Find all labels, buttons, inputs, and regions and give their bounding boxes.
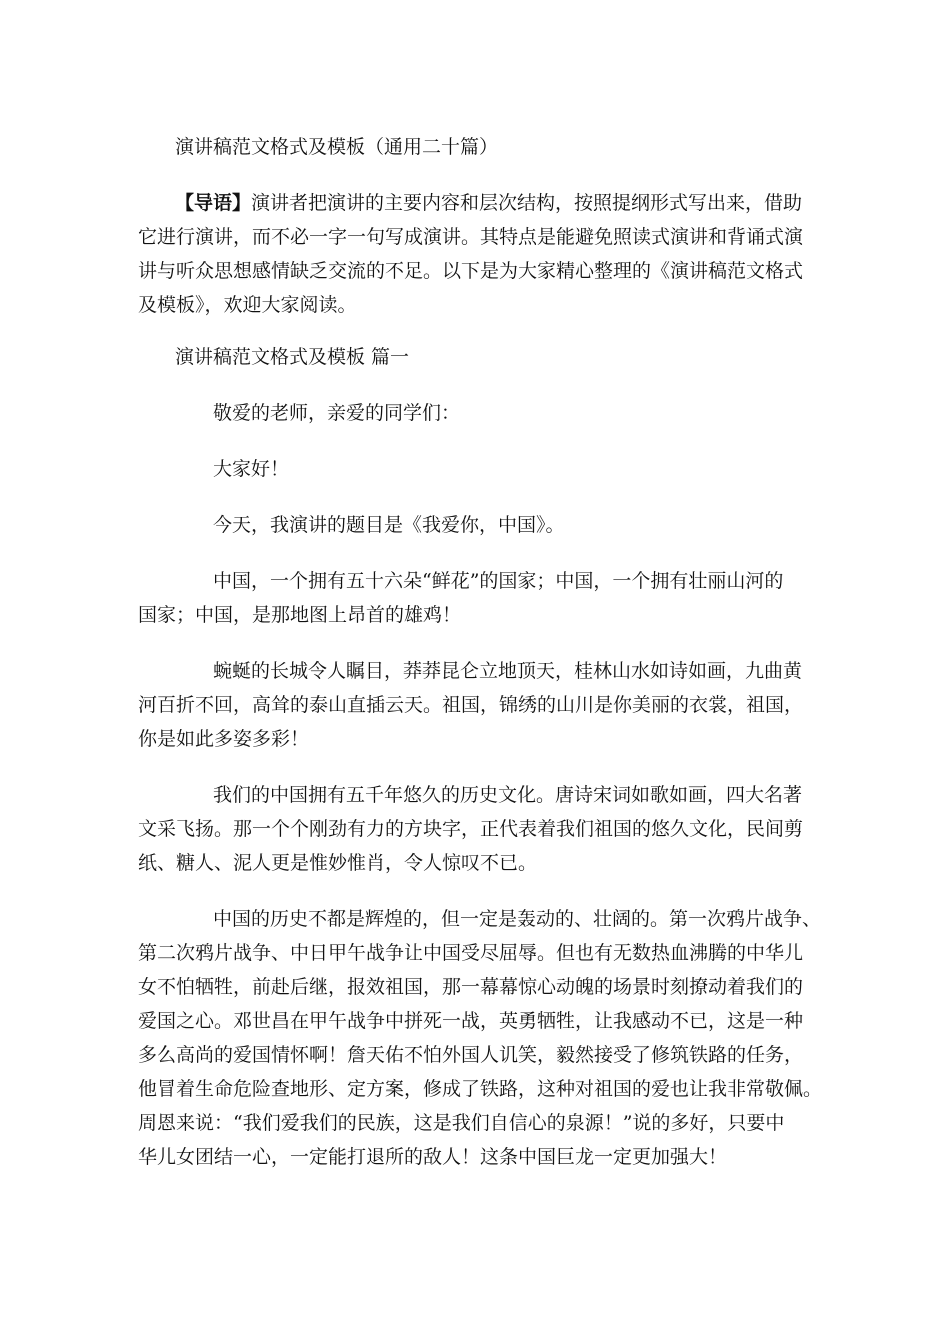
paragraph-5-line: 华儿女团结一心，一定能打退所的敌人！这条中国巨龙一定更加强大！ [138,1146,728,1168]
section-title: 演讲稿范文格式及模板 篇一 [175,346,410,368]
paragraph-3-line: 你是如此多姿多彩！ [138,728,310,750]
paragraph-2-line: 中国，一个拥有五十六朵“鲜花”的国家；中国，一个拥有壮丽山河的 [213,570,784,592]
greeting: 大家好！ [213,458,290,480]
paragraph-3-line: 蜿蜒的长城令人瞩目，莽莽昆仑立地顶天，桂林山水如诗如画，九曲黄 [213,660,803,682]
intro-line-2: 它进行演讲，而不必一字一句写成演讲。其特点是能避免照读式演讲和背诵式演 [138,226,804,248]
paragraph-3-line: 河百折不回，高耸的泰山直插云天。祖国，锦绣的山川是你美丽的衣裳，祖国， [138,694,804,716]
paragraph-4-line: 纸、糖人、泥人更是惟妙惟肖，令人惊叹不已。 [138,852,538,874]
paragraph-5-line: 多么高尚的爱国情怀啊！詹天佑不怕外国人讥笑，毅然接受了修筑铁路的任务， [138,1044,804,1066]
intro-text: 演讲者把演讲的主要内容和层次结构，按照提纲形式写出来，借助 [251,192,803,214]
paragraph-5-line: 爱国之心。邓世昌在甲午战争中拼死一战，英勇牺牲，让我感动不已，这是一种 [138,1010,804,1032]
salutation: 敬爱的老师，亲爱的同学们： [213,402,461,424]
intro-line-4: 及模板》，欢迎大家阅读。 [138,294,357,316]
intro-line-3: 讲与听众思想感情缺乏交流的不足。以下是为大家精心整理的《演讲稿范文格式 [138,260,804,282]
paragraph-5-line: 周恩来说：“我们爱我们的民族，这是我们自信心的泉源！”说的多好，只要中 [138,1112,785,1134]
paragraph-5-line: 中国的历史不都是辉煌的，但一定是轰动的、壮阔的。第一次鸦片战争、 [213,908,822,930]
intro-lead: 【导语】 [175,192,252,214]
paragraph-1: 今天，我演讲的题目是《我爱你，中国》。 [213,514,565,536]
paragraph-4-line: 我们的中国拥有五千年悠久的历史文化。唐诗宋词如歌如画，四大名著 [213,784,803,806]
intro-line-1 [175,186,875,220]
paragraph-2-line: 国家；中国，是那地图上昂首的雄鸡！ [138,604,462,626]
paragraph-5-line: 女不怕牺牲，前赴后继，报效祖国，那一幕幕惊心动魄的场景时刻撩动着我们的 [138,976,804,998]
paragraph-5-line: 他冒着生命危险查地形、定方案，修成了铁路，这种对祖国的爱也让我非常敬佩。 [138,1078,823,1100]
document-title: 演讲稿范文格式及模板（通用二十篇） [175,136,499,158]
paragraph-4-line: 文采飞扬。那一个个刚劲有力的方块字，正代表着我们祖国的悠久文化，民间剪 [138,818,804,840]
paragraph-5-line: 第二次鸦片战争、中日甲午战争让中国受尽屈辱。但也有无数热血沸腾的中华儿 [138,942,804,964]
